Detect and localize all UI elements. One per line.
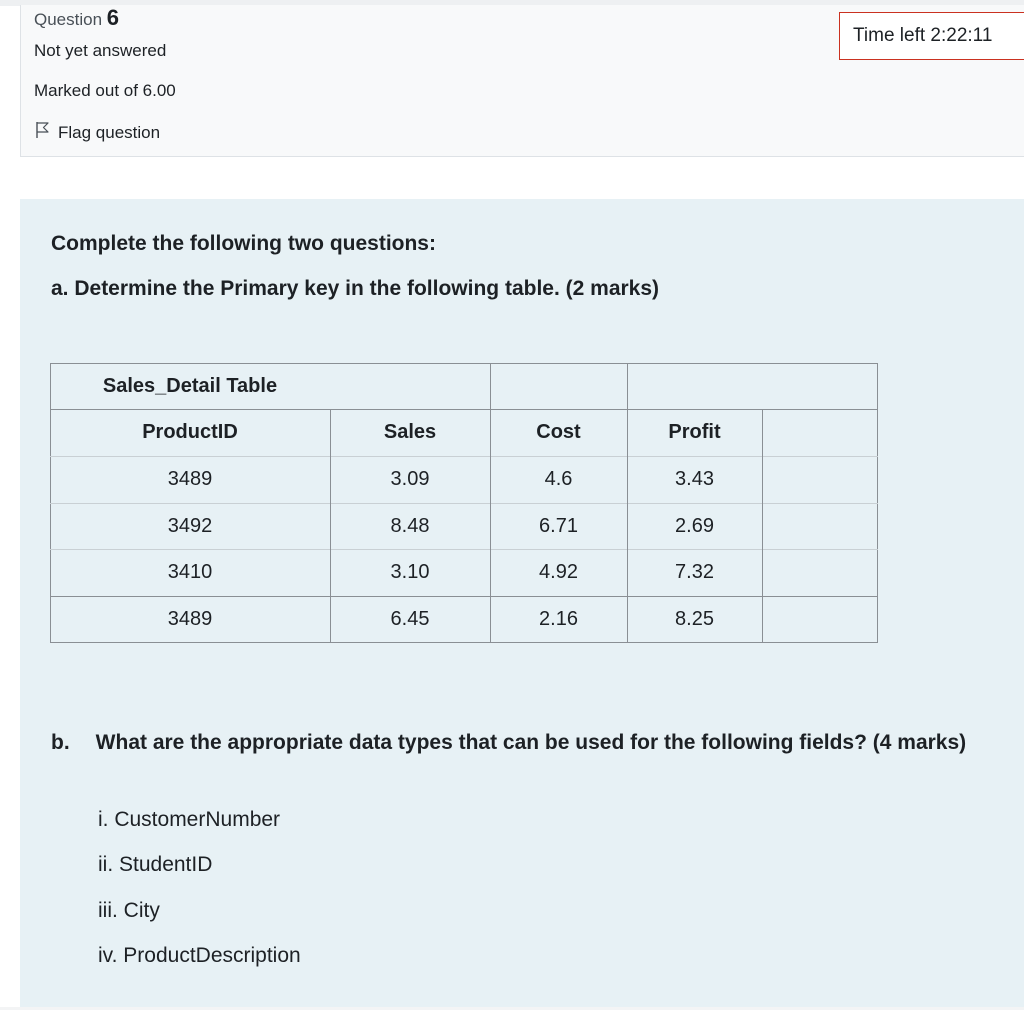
table-cell: 3.43 [675, 468, 714, 490]
sales-detail-table [50, 363, 878, 643]
flag-question-label: Flag question [58, 122, 161, 142]
table-cell: 3410 [167, 561, 213, 583]
question-part-b [51, 726, 1011, 760]
list-item: iii. City [98, 899, 160, 922]
column-header: Cost [536, 421, 581, 443]
table-cell: 2.69 [675, 515, 714, 537]
table-divider [490, 363, 491, 643]
table-border [50, 642, 878, 643]
table-cell: 3489 [167, 608, 213, 630]
table-cell: 8.25 [675, 608, 714, 630]
table-divider [50, 456, 878, 457]
table-caption: Sales_Detail Table [102, 375, 278, 397]
table-cell: 8.48 [390, 515, 430, 537]
table-cell: 6.71 [539, 515, 578, 537]
column-header: Profit [668, 421, 721, 443]
table-divider [627, 363, 628, 643]
question-grade: Marked out of 6.00 [34, 81, 176, 100]
table-divider [50, 549, 878, 550]
list-item: ii. StudentID [98, 853, 213, 876]
table-cell: 4.6 [544, 468, 573, 490]
column-header: ProductID [142, 421, 238, 443]
question-content [20, 199, 1024, 1007]
table-cell: 3.10 [390, 561, 430, 583]
question-part-a: a. Determine the Primary key in the following table. (2 marks) [51, 277, 660, 300]
table-divider [762, 409, 763, 643]
part-b-text: What are the appropriate data types that can be used for the following fields? (4 marks) [95, 731, 967, 754]
table-divider [50, 409, 878, 410]
table-divider [330, 409, 331, 643]
column-header: Sales [383, 421, 437, 443]
table-cell: 6.45 [390, 608, 430, 630]
list-item: iv. ProductDescription [98, 944, 301, 967]
question-state: Not yet answered [34, 41, 167, 60]
question-intro: Complete the following two questions: [51, 232, 436, 255]
table-cell: 7.32 [675, 561, 714, 583]
part-b-label: b. [51, 731, 70, 754]
quiz-timer: Time left 2:22:11 [839, 12, 1024, 60]
table-cell: 3489 [167, 468, 213, 490]
table-cell: 4.92 [539, 561, 578, 583]
table-cell: 3492 [167, 515, 213, 537]
table-cell: 2.16 [539, 608, 578, 630]
question-number: Question 6 [34, 5, 120, 30]
flag-question-link[interactable] [34, 121, 160, 144]
table-divider [50, 503, 878, 504]
table-divider [50, 596, 878, 597]
flag-outline-icon [34, 121, 50, 144]
table-border [50, 363, 878, 364]
table-cell: 3.09 [390, 468, 430, 490]
list-item: i. CustomerNumber [98, 808, 281, 831]
